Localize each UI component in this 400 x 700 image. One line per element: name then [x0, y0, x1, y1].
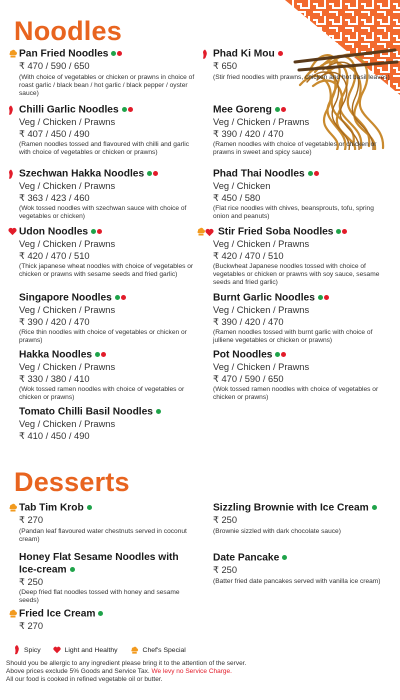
item-name-text: Mee Goreng — [213, 104, 272, 116]
item-details — [202, 362, 390, 402]
item-price: ₹ 420 / 470 / 510 — [19, 250, 90, 261]
veg-dot-icon — [336, 229, 341, 234]
legend — [14, 645, 186, 655]
menu-item-noodles-right — [202, 168, 390, 221]
item-name-text: Pot Noodles — [213, 349, 273, 361]
nonveg-dot-icon — [97, 229, 102, 234]
marker-spacer — [8, 293, 19, 305]
diet-indicators — [95, 349, 107, 361]
menu-item-noodles-right — [202, 292, 390, 345]
item-price: ₹ 390 / 420 / 470 — [213, 128, 284, 139]
item-price: ₹ 450 / 580 — [213, 192, 261, 203]
item-description: (Ramen noodles tossed with burnt garlic with choice of julliene vegetables or chicken or prawns) — [213, 329, 373, 345]
diet-indicators — [318, 292, 330, 304]
menu-item-noodles-left — [8, 48, 196, 98]
legend-spicy — [14, 645, 41, 655]
item-price: ₹ 407 / 450 / 490 — [19, 128, 90, 139]
item-details — [202, 181, 390, 221]
item-name — [19, 226, 103, 239]
item-name — [19, 502, 93, 515]
heart-icon — [53, 646, 61, 654]
item-description: (Deep fried flat noodles tossed with honey and sesame seeds) — [19, 589, 180, 605]
item-name — [19, 349, 107, 362]
item-name — [213, 502, 378, 515]
item-variants: Veg / Chicken / Prawns — [19, 239, 116, 249]
item-description: (Wok tossed ramen noodles with choice of vegetables or chicken or prawns) — [213, 386, 379, 402]
item-description: (With choice of vegetables or chicken or prawns in choice of roast garlic / black bean / hot garlic / black pepper / oyster sauce) — [19, 73, 195, 97]
menu-item-noodles-left — [8, 406, 196, 442]
chef-hat-icon — [8, 503, 19, 515]
item-details — [202, 305, 390, 345]
veg-dot-icon — [308, 171, 313, 176]
item-details — [8, 577, 196, 606]
item-name — [19, 104, 134, 117]
marker-spacer — [8, 407, 19, 419]
item-price: ₹ 410 / 450 / 490 — [19, 430, 90, 441]
item-description: (Thick japanese wheat noodles with choice of vegetables or chicken or prawns with sesame seeds and fried garlic) — [19, 263, 194, 279]
item-variants: Veg / Chicken / Prawns — [19, 362, 116, 372]
veg-dot-icon — [147, 171, 152, 176]
item-name — [213, 48, 284, 61]
item-description: (Stir fried noodles with prawns, chicken and hot basil leaves) — [213, 73, 390, 81]
chilli-icon — [14, 645, 20, 655]
item-description: (Wok tossed noodles with szechwan sauce with choice of vegetables or chicken) — [19, 205, 187, 221]
chilli-icon — [8, 169, 19, 181]
veg-dot-icon — [98, 611, 103, 616]
marker-spacer — [202, 503, 213, 515]
nonveg-dot-icon — [342, 229, 347, 234]
nonveg-dot-icon — [153, 171, 158, 176]
tax-note — [6, 668, 396, 676]
item-price: ₹ 363 / 423 / 460 — [19, 192, 90, 203]
diet-indicators — [275, 104, 287, 116]
marker-spacer — [8, 350, 19, 362]
legend-chef — [130, 646, 186, 655]
menu-item-desserts-right — [202, 502, 390, 536]
tax-note-text: Above prices exclude 5% Goods and Service Tax. — [6, 668, 150, 676]
item-price: ₹ 390 / 420 / 470 — [19, 316, 90, 327]
veg-dot-icon — [111, 51, 116, 56]
item-description: (Ramen noodles with choice of vegetables or chicken or prawns in sweet and spicy sauce) — [213, 141, 377, 157]
service-charge-note: We levy no Service Charge. — [151, 668, 232, 676]
veg-dot-icon — [318, 295, 323, 300]
veg-dot-icon — [156, 409, 161, 414]
diet-indicators — [282, 552, 288, 564]
chef-hat-icon — [130, 646, 139, 655]
nonveg-dot-icon — [278, 51, 283, 56]
allergy-note: Should you be allergic to any ingredient please bring it to the attention of the server. — [6, 660, 247, 667]
diet-indicators — [87, 502, 93, 514]
item-price: ₹ 250 — [213, 565, 238, 575]
item-price: ₹ 250 — [19, 576, 44, 587]
item-name — [213, 168, 320, 181]
item-description: (Pandan leaf flavoured water chestnuts served in coconut cream) — [19, 527, 187, 543]
item-name-text: Pan Fried Noodles — [19, 48, 109, 60]
menu-item-noodles-left — [8, 349, 196, 402]
veg-dot-icon — [372, 505, 377, 510]
diet-indicators — [91, 226, 103, 238]
item-name-text: Tab Tim Krob — [19, 502, 84, 514]
item-name-text: Singapore Noodles — [19, 292, 112, 304]
item-name-text: Burnt Garlic Noodles — [213, 292, 315, 304]
item-name-text: Stir Fried Soba Noodles — [218, 226, 334, 238]
menu-item-noodles-left — [8, 104, 196, 157]
veg-dot-icon — [91, 229, 96, 234]
marker-spacer — [202, 105, 213, 117]
diet-indicators — [308, 168, 320, 180]
heart-icon — [8, 227, 19, 239]
nonveg-dot-icon — [101, 352, 106, 357]
item-description: (Rice thin noodles with choice of vegetables or chicken or prawns) — [19, 329, 187, 345]
menu-item-desserts-left — [8, 608, 196, 633]
veg-dot-icon — [70, 567, 75, 572]
item-details — [8, 61, 196, 98]
item-description: (Buckwheat Japanese noodles tossed with choice of vegetables or chicken or prawns with soy sauce, sesame seeds and fried garlic) — [213, 263, 380, 287]
item-price: ₹ 270 — [19, 621, 44, 631]
item-description: (Ramen noodles tossed and flavoured with chilli and garlic with choice of vegetables or chicken or prawns) — [19, 141, 190, 157]
veg-dot-icon — [275, 352, 280, 357]
item-name-text: Phad Ki Mou — [213, 48, 275, 60]
item-details — [8, 117, 196, 157]
diet-indicators — [147, 168, 159, 180]
legend-spicy-label: Spicy — [24, 646, 41, 654]
veg-dot-icon — [122, 107, 127, 112]
item-price: ₹ 330 / 380 / 410 — [19, 373, 90, 384]
diet-indicators — [122, 104, 134, 116]
item-details — [8, 515, 196, 544]
item-price: ₹ 250 — [213, 515, 238, 525]
diet-indicators — [98, 608, 104, 620]
menu-item-noodles-right — [202, 48, 390, 82]
item-name-text: Szechwan Hakka Noodles — [19, 168, 145, 180]
veg-dot-icon — [95, 352, 100, 357]
chilli-icon — [8, 105, 19, 117]
item-name-text: Sizzling Brownie with Ice Cream — [213, 502, 369, 514]
marker-spacer — [202, 553, 213, 565]
menu-item-noodles-left — [8, 292, 196, 345]
footer-notes — [6, 660, 396, 685]
oil-note: All our food is cooked in refined vegetable oil or butter. — [6, 676, 163, 684]
nonveg-dot-icon — [128, 107, 133, 112]
diet-indicators — [115, 292, 127, 304]
item-variants: Veg / Chicken / Prawns — [213, 305, 310, 315]
item-price: ₹ 470 / 590 / 650 — [19, 61, 90, 71]
nonveg-dot-icon — [281, 107, 286, 112]
nonveg-dot-icon — [324, 295, 329, 300]
item-variants: Veg / Chicken / Prawns — [213, 239, 310, 249]
item-price: ₹ 420 / 470 / 510 — [213, 250, 284, 261]
item-description: (Flat rice noodles with chives, beansprouts, tofu, spring onion and peanuts) — [213, 205, 374, 221]
chilli-icon — [202, 49, 213, 61]
item-name — [213, 552, 288, 565]
item-name — [19, 48, 123, 61]
legend-chef-label: Chef's Special — [142, 646, 186, 654]
item-details — [8, 621, 196, 633]
item-details — [202, 565, 390, 586]
legend-healthy — [53, 646, 118, 654]
item-details — [8, 181, 196, 221]
item-name — [213, 292, 330, 305]
heart-icon — [205, 228, 214, 237]
menu-item-noodles-right — [202, 349, 390, 402]
item-details — [8, 362, 196, 402]
item-price: ₹ 470 / 590 / 650 — [213, 373, 284, 384]
marker-spacer — [202, 350, 213, 362]
item-details — [202, 239, 390, 287]
item-name — [19, 608, 104, 621]
legend-healthy-label: Light and Healthy — [64, 646, 118, 654]
item-description: (Batter fried date pancakes served with vanilla ice cream) — [213, 577, 381, 585]
item-name-text: Fried Ice Cream — [19, 608, 96, 620]
item-variants: Veg / Chicken / Prawns — [213, 117, 310, 127]
item-variants: Veg / Chicken / Prawns — [19, 305, 116, 315]
diet-indicators — [372, 502, 378, 514]
item-details — [8, 305, 196, 345]
item-details — [202, 61, 390, 82]
item-name — [19, 552, 196, 577]
item-price: ₹ 390 / 420 / 470 — [213, 316, 284, 327]
item-name-text: Tomato Chilli Basil Noodles — [19, 406, 153, 418]
item-variants: Veg / Chicken / Prawns — [213, 362, 310, 372]
diet-indicators — [278, 48, 284, 60]
chef-hat-icon — [8, 49, 19, 61]
diet-indicators — [275, 349, 287, 361]
item-variants: Veg / Chicken — [213, 181, 271, 191]
diet-indicators — [156, 406, 162, 418]
nonveg-dot-icon — [117, 51, 122, 56]
item-details — [8, 419, 196, 442]
item-description: (Brownie sizzled with dark chocolate sauce) — [213, 527, 341, 535]
item-variants: Veg / Chicken / Prawns — [19, 117, 116, 127]
item-name-text: Chilli Garlic Noodles — [19, 104, 119, 116]
menu-item-noodles-left — [8, 168, 196, 221]
menu-item-desserts-left — [8, 552, 196, 605]
noodles-title: Noodles — [14, 16, 122, 46]
chef-hat-icon — [202, 227, 218, 239]
item-name-text: Udon Noodles — [19, 226, 89, 238]
veg-dot-icon — [87, 505, 92, 510]
item-details — [8, 239, 196, 279]
nonveg-dot-icon — [121, 295, 126, 300]
item-details — [202, 515, 390, 536]
item-name — [213, 349, 287, 362]
nonveg-dot-icon — [281, 352, 286, 357]
diet-indicators — [336, 226, 348, 238]
nonveg-dot-icon — [314, 171, 319, 176]
item-name-text: Hakka Noodles — [19, 349, 93, 361]
item-price: ₹ 270 — [19, 515, 44, 525]
desserts-title: Desserts — [14, 467, 130, 497]
menu-item-noodles-left — [8, 226, 196, 279]
item-name — [218, 226, 348, 239]
diet-indicators — [111, 48, 123, 60]
item-variants: Veg / Chicken / Prawns — [19, 419, 116, 429]
item-name-text: Date Pancake — [213, 552, 280, 564]
chef-hat-icon — [8, 609, 19, 621]
item-name — [19, 406, 162, 419]
item-description: (Wok tossed ramen noodles with choice of vegetables or chicken or prawns) — [19, 386, 185, 402]
menu-item-desserts-left — [8, 502, 196, 544]
item-name — [19, 168, 159, 181]
marker-spacer — [202, 293, 213, 305]
item-name-text: Honey Flat Sesame Noodles with Ice-cream — [19, 552, 179, 576]
menu-item-noodles-right — [202, 226, 390, 287]
item-variants: Veg / Chicken / Prawns — [19, 181, 116, 191]
veg-dot-icon — [115, 295, 120, 300]
item-name — [19, 292, 127, 305]
item-name-text: Phad Thai Noodles — [213, 168, 305, 180]
item-details — [202, 117, 390, 157]
diet-indicators — [70, 564, 76, 576]
veg-dot-icon — [282, 555, 287, 560]
marker-spacer — [8, 553, 19, 565]
veg-dot-icon — [275, 107, 280, 112]
menu-item-desserts-right — [202, 552, 390, 586]
item-name — [213, 104, 287, 117]
item-price: ₹ 650 — [213, 61, 238, 71]
marker-spacer — [202, 169, 213, 181]
menu-item-noodles-right — [202, 104, 390, 157]
